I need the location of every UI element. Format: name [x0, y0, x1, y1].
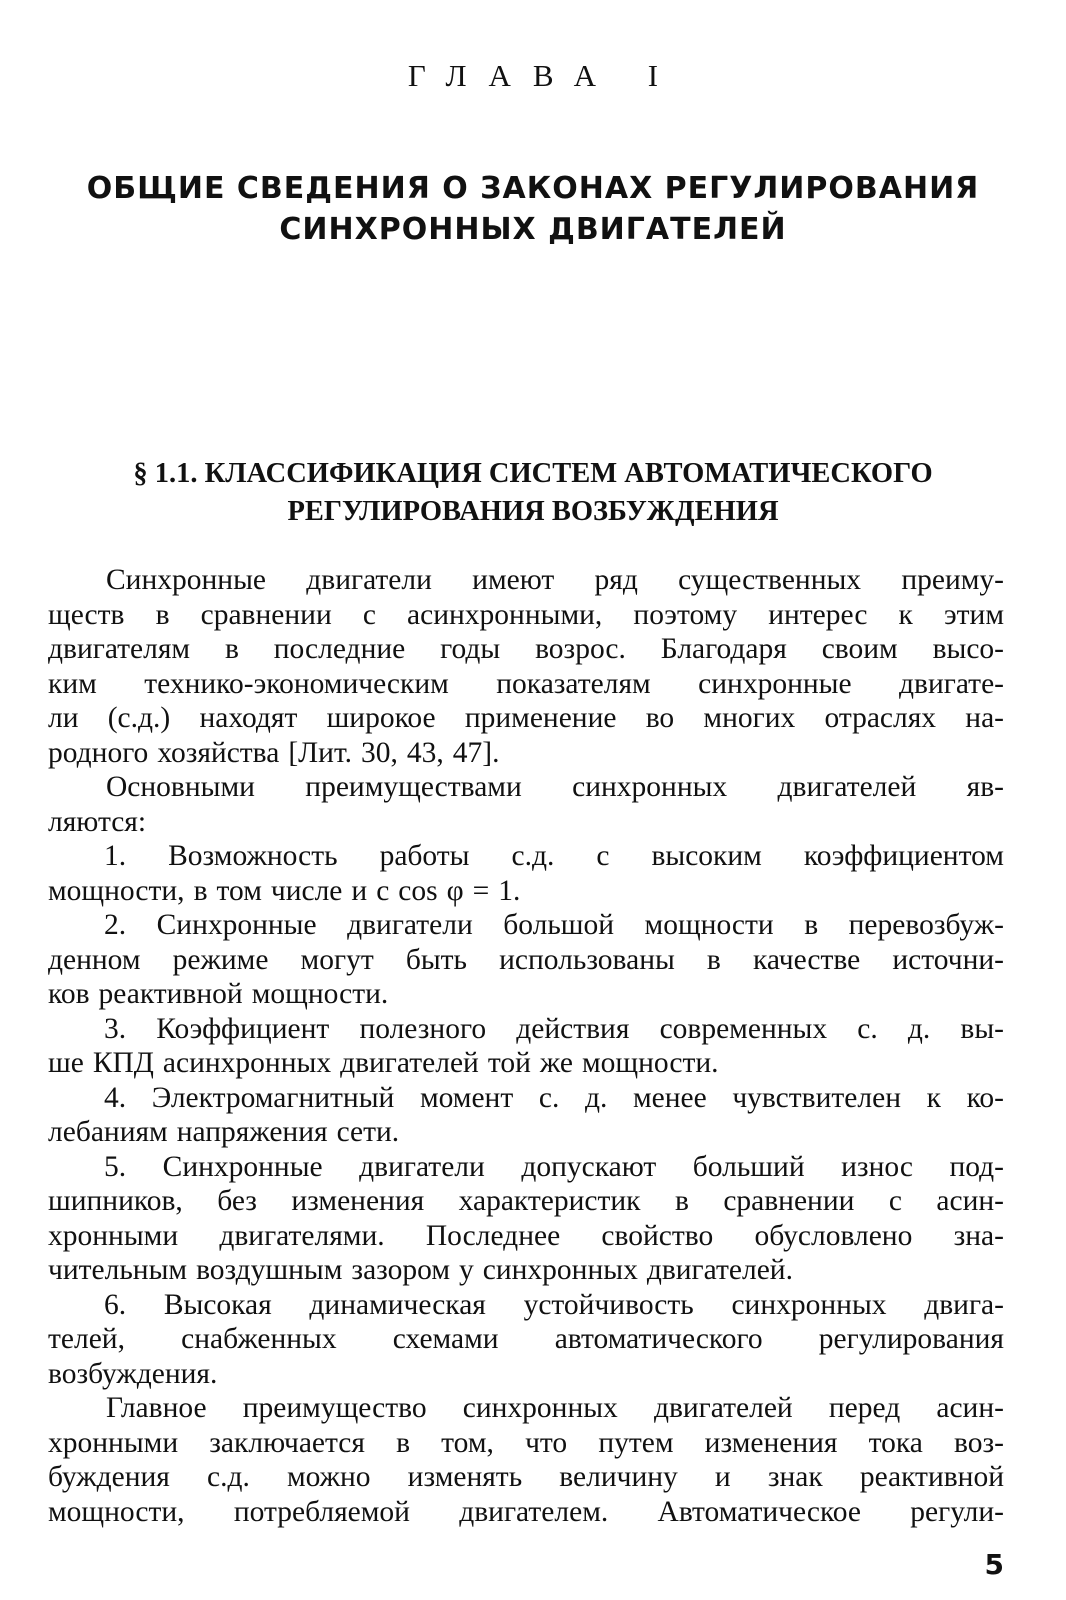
text-word: годы: [440, 633, 501, 665]
text-word: у: [459, 1254, 474, 1286]
text-word: работы: [379, 840, 470, 872]
text-word: хронными: [48, 1219, 179, 1252]
text-word: двигателей: [777, 771, 917, 803]
text-word: устойчивость: [523, 1288, 694, 1321]
text-word: в: [396, 1426, 411, 1459]
text-word: Синхронные: [162, 1150, 323, 1183]
text-word: без: [217, 1185, 257, 1217]
text-word: д.: [584, 1081, 608, 1114]
text-word: двигатели: [306, 564, 432, 596]
text-word: числе: [270, 874, 343, 907]
text-word: во: [645, 702, 675, 734]
text-word: Синхронные: [156, 909, 317, 941]
text-word: φ: [446, 874, 464, 907]
text-word: лебаниям: [48, 1116, 168, 1148]
section-title-line: РЕГУЛИРОВАНИЯ ВОЗБУЖДЕНИЯ: [287, 496, 779, 527]
text-line: [48, 598, 1004, 633]
text-word: ше: [48, 1047, 84, 1079]
text-word: быть: [405, 943, 468, 976]
text-word: с: [362, 598, 376, 631]
text-word: использованы: [499, 943, 675, 976]
text-word: синхронных: [572, 771, 728, 803]
text-word: 1.: [104, 840, 127, 872]
text-line: [48, 1288, 1004, 1323]
text-word: снабженных: [181, 1323, 337, 1355]
text-word: путем: [598, 1426, 674, 1459]
text-word: схемами: [392, 1323, 499, 1355]
text-word: режиме: [172, 943, 269, 976]
text-word: к: [898, 598, 913, 631]
text-word: двигателями.: [219, 1219, 385, 1252]
text-word: Благодаря: [660, 633, 787, 665]
text-word: применение: [464, 702, 617, 734]
text-word: реактивной: [98, 978, 243, 1010]
text-word: сравнении: [200, 598, 332, 631]
text-line: [48, 1219, 1004, 1254]
text-word: том,: [441, 1426, 494, 1459]
text-word: ли: [48, 702, 79, 734]
text-line: [48, 1046, 1004, 1081]
text-word: регулирования: [818, 1323, 1004, 1355]
text-word: зна-: [953, 1219, 1004, 1252]
text-word: же: [539, 1047, 573, 1079]
chapter-label: ГЛАВА I: [407, 58, 681, 93]
text-word: и: [351, 874, 368, 907]
text-word: двигателей: [340, 1047, 479, 1079]
text-word: чительным: [48, 1254, 188, 1286]
text-word: свойство: [601, 1219, 714, 1252]
text-word: ряд: [594, 564, 638, 596]
text-word: буждения: [48, 1461, 170, 1493]
text-word: чувствителен: [732, 1081, 901, 1114]
text-line: [48, 1253, 1004, 1288]
text-word: мощности,: [48, 1495, 185, 1528]
text-word: перед: [828, 1392, 901, 1424]
text-word: существенных: [678, 564, 862, 596]
text-word: Синхронные: [106, 564, 266, 596]
text-word: Коэффициент: [156, 1012, 330, 1045]
text-word: широкое: [326, 702, 436, 734]
text-line: [48, 908, 1004, 943]
text-word: синхронных: [462, 1392, 618, 1424]
text-word: 47].: [452, 736, 500, 769]
text-word: КПД: [92, 1047, 154, 1079]
text-word: автоматического: [554, 1323, 763, 1355]
text-word: этим: [943, 598, 1004, 631]
text-word: потребляемой: [233, 1495, 410, 1528]
text-line: [48, 1391, 1004, 1426]
text-word: коэффициентом: [803, 840, 1004, 872]
text-line: [48, 667, 1004, 702]
text-word: cos: [398, 874, 438, 907]
text-word: асинхронных: [162, 1047, 332, 1079]
text-word: могут: [300, 943, 374, 976]
section-title-line: § 1.1. КЛАССИФИКАЦИЯ СИСТЕМ АВТОМАТИЧЕСКОГО: [133, 458, 933, 489]
text-word: 5.: [104, 1150, 127, 1183]
text-line: [48, 1150, 1004, 1185]
text-word: величину: [559, 1461, 678, 1493]
text-word: что: [525, 1426, 568, 1459]
chapter-title-line: СИНХРОННЫХ ДВИГАТЕЛЕЙ: [279, 212, 787, 247]
text-word: действия: [516, 1012, 630, 1045]
text-line: [48, 736, 1004, 771]
text-word: двигателем.: [459, 1495, 609, 1528]
text-word: заключается: [209, 1426, 365, 1459]
text-word: регули-: [910, 1495, 1004, 1528]
text-word: синхронных: [482, 1254, 638, 1286]
text-word: Основными: [106, 771, 255, 803]
text-word: той: [487, 1047, 531, 1079]
text-word: Высокая: [163, 1288, 272, 1321]
text-line: [48, 1495, 1004, 1530]
text-word: преимуществами: [305, 771, 522, 803]
text-word: напряжения: [176, 1116, 328, 1148]
text-word: с.: [538, 1081, 560, 1114]
text-word: находят: [199, 702, 298, 734]
text-word: обусловлено: [754, 1219, 913, 1252]
page-number: 5: [984, 1548, 1004, 1581]
text-word: двигатели: [347, 909, 473, 941]
text-word: ляются:: [48, 805, 147, 838]
text-word: отраслях: [824, 702, 937, 734]
text-word: к: [926, 1081, 941, 1114]
text-word: большой: [503, 909, 615, 941]
text-word: своим: [821, 633, 898, 665]
text-word: 3.: [104, 1012, 127, 1045]
text-line: [48, 1115, 1004, 1150]
text-word: Последнее: [425, 1219, 561, 1252]
text-word: 4.: [104, 1081, 127, 1114]
text-word: современных: [659, 1012, 828, 1045]
text-word: 43,: [406, 736, 444, 769]
text-word: высо-: [932, 633, 1004, 665]
text-word: с.д.: [511, 840, 555, 872]
text-word: на-: [965, 702, 1004, 734]
text-word: асин-: [936, 1392, 1004, 1424]
text-line: [48, 1460, 1004, 1495]
text-word: шипников,: [48, 1185, 183, 1217]
text-word: яв-: [966, 771, 1004, 803]
text-word: 1.: [498, 874, 521, 907]
text-line: [48, 770, 1004, 805]
text-word: родного: [48, 736, 149, 769]
text-word: показателям: [496, 667, 651, 700]
chapter-title-line: ОБЩИЕ СВЕДЕНИЯ О ЗАКОНАХ РЕГУЛИРОВАНИЯ: [86, 171, 980, 206]
text-word: многих: [703, 702, 796, 734]
text-line: [48, 874, 1004, 909]
text-word: асинхронными,: [407, 598, 603, 631]
text-line: [48, 943, 1004, 978]
text-word: динамическая: [309, 1288, 486, 1321]
text-word: поэтому: [633, 598, 738, 631]
text-word: перевозбуж-: [848, 909, 1004, 941]
text-line: [48, 839, 1004, 874]
text-word: Возможность: [168, 840, 338, 872]
text-line: [48, 1012, 1004, 1047]
text-word: сети.: [336, 1116, 400, 1148]
text-word: телей,: [48, 1323, 125, 1355]
text-word: интерес: [768, 598, 868, 631]
text-word: Электромагнитный: [151, 1081, 395, 1114]
text-word: денном: [48, 943, 141, 976]
text-word: качестве: [752, 943, 861, 976]
text-word: синхронных: [731, 1288, 887, 1321]
text-line: [48, 632, 1004, 667]
text-word: знак: [767, 1461, 823, 1493]
text-word: ков: [48, 978, 90, 1010]
text-word: технико-экономическим: [144, 667, 449, 700]
text-word: последние: [273, 633, 406, 665]
text-word: сравнении: [723, 1185, 855, 1217]
text-word: менее: [632, 1081, 707, 1114]
text-word: [Лит.: [288, 736, 352, 769]
text-line: [48, 563, 1004, 598]
text-line: [48, 1357, 1004, 1392]
text-word: двигатели: [359, 1150, 485, 1183]
text-word: высоким: [651, 840, 762, 872]
text-word: мощности,: [48, 874, 185, 907]
text-word: в: [706, 943, 721, 976]
text-word: хронными: [48, 1426, 179, 1459]
text-word: изменения: [704, 1426, 838, 1459]
text-line: [48, 977, 1004, 1012]
text-word: и: [714, 1461, 731, 1493]
text-word: мощности: [644, 909, 774, 941]
text-word: воздушным: [196, 1254, 343, 1286]
text-word: ществ: [48, 598, 125, 631]
text-word: источни-: [892, 943, 1004, 976]
text-word: под-: [949, 1150, 1004, 1183]
text-word: синхронные: [698, 667, 852, 700]
text-word: двигателей: [653, 1392, 793, 1424]
text-word: в: [674, 1185, 689, 1217]
text-word: двига-: [924, 1288, 1004, 1321]
text-word: тока: [868, 1426, 923, 1459]
text-word: с: [376, 874, 390, 907]
text-word: д.: [907, 1012, 931, 1045]
text-word: изменять: [407, 1461, 523, 1493]
text-line: [48, 701, 1004, 736]
text-word: преимущество: [242, 1392, 427, 1424]
text-word: асин-: [936, 1185, 1004, 1217]
text-word: =: [472, 874, 490, 907]
text-word: допускают: [521, 1150, 657, 1183]
text-word: 6.: [104, 1288, 127, 1321]
text-word: мощности.: [251, 978, 389, 1010]
text-word: в: [804, 909, 819, 941]
text-word: мощности.: [581, 1047, 719, 1079]
text-word: двигате-: [899, 667, 1004, 700]
text-word: хозяйства: [157, 736, 280, 769]
text-word: двигателей.: [646, 1254, 793, 1286]
text-word: в: [155, 598, 170, 631]
text-word: преиму-: [901, 564, 1004, 596]
text-word: полезного: [359, 1012, 487, 1045]
text-word: возрос.: [535, 633, 626, 665]
text-word: двигателям: [48, 633, 191, 665]
text-word: износ: [841, 1150, 913, 1183]
text-word: в: [224, 633, 239, 665]
text-word: зазором: [351, 1254, 451, 1286]
text-word: имеют: [472, 564, 555, 596]
text-word: с.д.: [206, 1461, 250, 1493]
section-title: [60, 455, 1006, 531]
text-line: [48, 1081, 1004, 1116]
chapter-title: [60, 168, 1006, 250]
text-word: реактивной: [859, 1461, 1004, 1493]
text-word: с: [596, 840, 610, 872]
text-word: вы-: [960, 1012, 1004, 1045]
text-word: можно: [286, 1461, 371, 1493]
text-line: [48, 1426, 1004, 1461]
text-word: изменения: [291, 1185, 425, 1217]
text-word: 30,: [361, 736, 398, 769]
text-word: Автоматическое: [657, 1495, 861, 1528]
text-word: с: [888, 1185, 902, 1217]
text-word: характеристик: [458, 1185, 641, 1217]
text-word: ким: [48, 667, 97, 700]
text-word: момент: [419, 1081, 514, 1114]
text-word: (с.д.): [107, 702, 171, 734]
text-word: воз-: [954, 1426, 1004, 1459]
text-word: том: [216, 874, 262, 907]
text-word: Главное: [106, 1392, 207, 1424]
body-text: [48, 563, 1004, 1529]
text-word: ко-: [966, 1081, 1004, 1114]
text-line: [48, 805, 1004, 840]
text-word: с.: [857, 1012, 878, 1045]
text-line: [48, 1322, 1004, 1357]
text-word: больший: [692, 1150, 805, 1183]
text-word: в: [193, 874, 208, 907]
text-word: 2.: [104, 909, 127, 941]
text-line: [48, 1184, 1004, 1219]
text-word: возбуждения.: [48, 1357, 218, 1390]
